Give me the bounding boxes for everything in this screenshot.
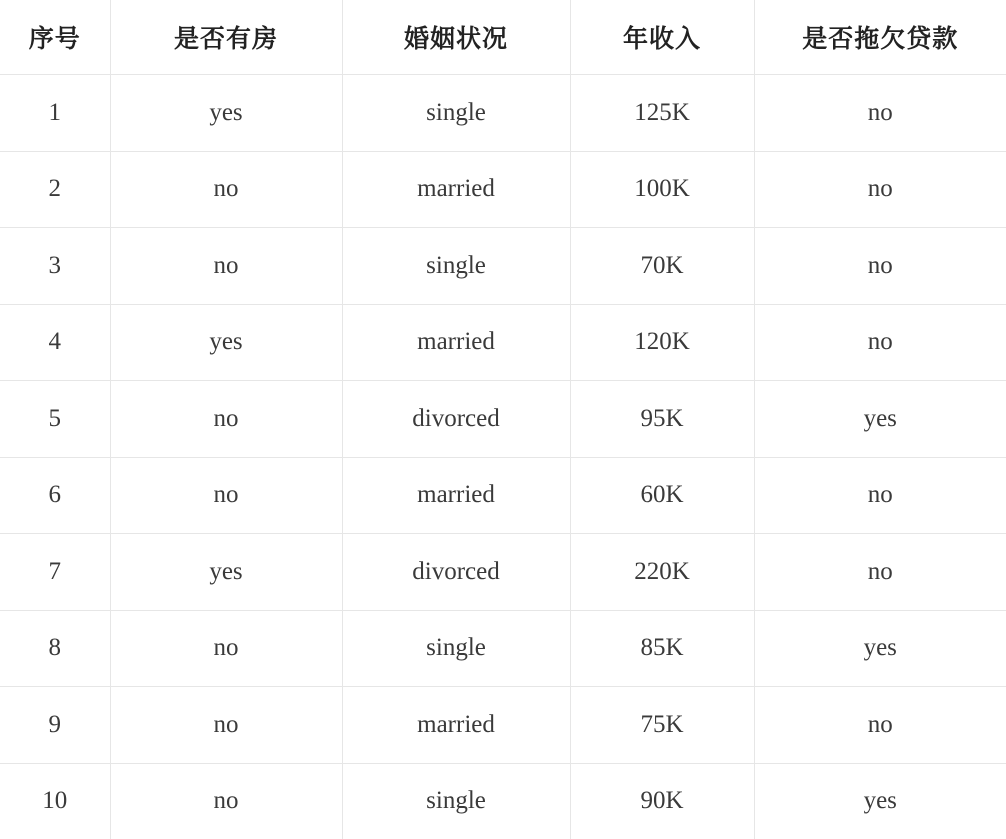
cell-index: 3: [0, 228, 110, 305]
table-row: [0, 151, 1006, 228]
cell-marital-status: married: [342, 304, 570, 381]
cell-annual-income: 220K: [570, 534, 754, 611]
table-row: [0, 228, 1006, 305]
column-header-loan-default: 是否拖欠贷款: [754, 0, 1006, 75]
cell-index: 8: [0, 610, 110, 687]
cell-marital-status: single: [342, 763, 570, 839]
cell-loan-default: yes: [754, 763, 1006, 839]
cell-has-house: no: [110, 763, 342, 839]
table-header-row: [0, 0, 1006, 75]
cell-has-house: no: [110, 151, 342, 228]
cell-loan-default: no: [754, 75, 1006, 152]
cell-has-house: no: [110, 610, 342, 687]
cell-annual-income: 75K: [570, 687, 754, 764]
cell-loan-default: no: [754, 228, 1006, 305]
cell-annual-income: 95K: [570, 381, 754, 458]
cell-has-house: yes: [110, 304, 342, 381]
cell-loan-default: yes: [754, 610, 1006, 687]
cell-loan-default: no: [754, 534, 1006, 611]
cell-index: 4: [0, 304, 110, 381]
table-row: [0, 75, 1006, 152]
cell-index: 2: [0, 151, 110, 228]
cell-marital-status: married: [342, 457, 570, 534]
cell-loan-default: no: [754, 457, 1006, 534]
cell-annual-income: 90K: [570, 763, 754, 839]
cell-annual-income: 85K: [570, 610, 754, 687]
cell-annual-income: 100K: [570, 151, 754, 228]
table-row: [0, 687, 1006, 764]
cell-index: 10: [0, 763, 110, 839]
column-header-has-house: 是否有房: [110, 0, 342, 75]
table-row: [0, 534, 1006, 611]
cell-index: 5: [0, 381, 110, 458]
cell-loan-default: yes: [754, 381, 1006, 458]
cell-has-house: yes: [110, 534, 342, 611]
cell-has-house: no: [110, 228, 342, 305]
table-row: [0, 763, 1006, 839]
cell-index: 6: [0, 457, 110, 534]
cell-loan-default: no: [754, 687, 1006, 764]
cell-index: 7: [0, 534, 110, 611]
cell-marital-status: married: [342, 151, 570, 228]
cell-has-house: no: [110, 687, 342, 764]
table-row: [0, 610, 1006, 687]
cell-annual-income: 120K: [570, 304, 754, 381]
cell-index: 9: [0, 687, 110, 764]
column-header-index: 序号: [0, 0, 110, 75]
cell-marital-status: divorced: [342, 381, 570, 458]
cell-annual-income: 60K: [570, 457, 754, 534]
cell-has-house: no: [110, 381, 342, 458]
cell-index: 1: [0, 75, 110, 152]
cell-annual-income: 125K: [570, 75, 754, 152]
column-header-marital-status: 婚姻状况: [342, 0, 570, 75]
cell-has-house: yes: [110, 75, 342, 152]
cell-marital-status: single: [342, 75, 570, 152]
cell-marital-status: single: [342, 228, 570, 305]
table-body: [0, 75, 1006, 839]
table-row: [0, 457, 1006, 534]
cell-marital-status: divorced: [342, 534, 570, 611]
table-row: [0, 304, 1006, 381]
table-row: [0, 381, 1006, 458]
cell-loan-default: no: [754, 304, 1006, 381]
table-header: [0, 0, 1006, 75]
cell-annual-income: 70K: [570, 228, 754, 305]
column-header-annual-income: 年收入: [570, 0, 754, 75]
cell-has-house: no: [110, 457, 342, 534]
cell-loan-default: no: [754, 151, 1006, 228]
cell-marital-status: married: [342, 687, 570, 764]
cell-marital-status: single: [342, 610, 570, 687]
